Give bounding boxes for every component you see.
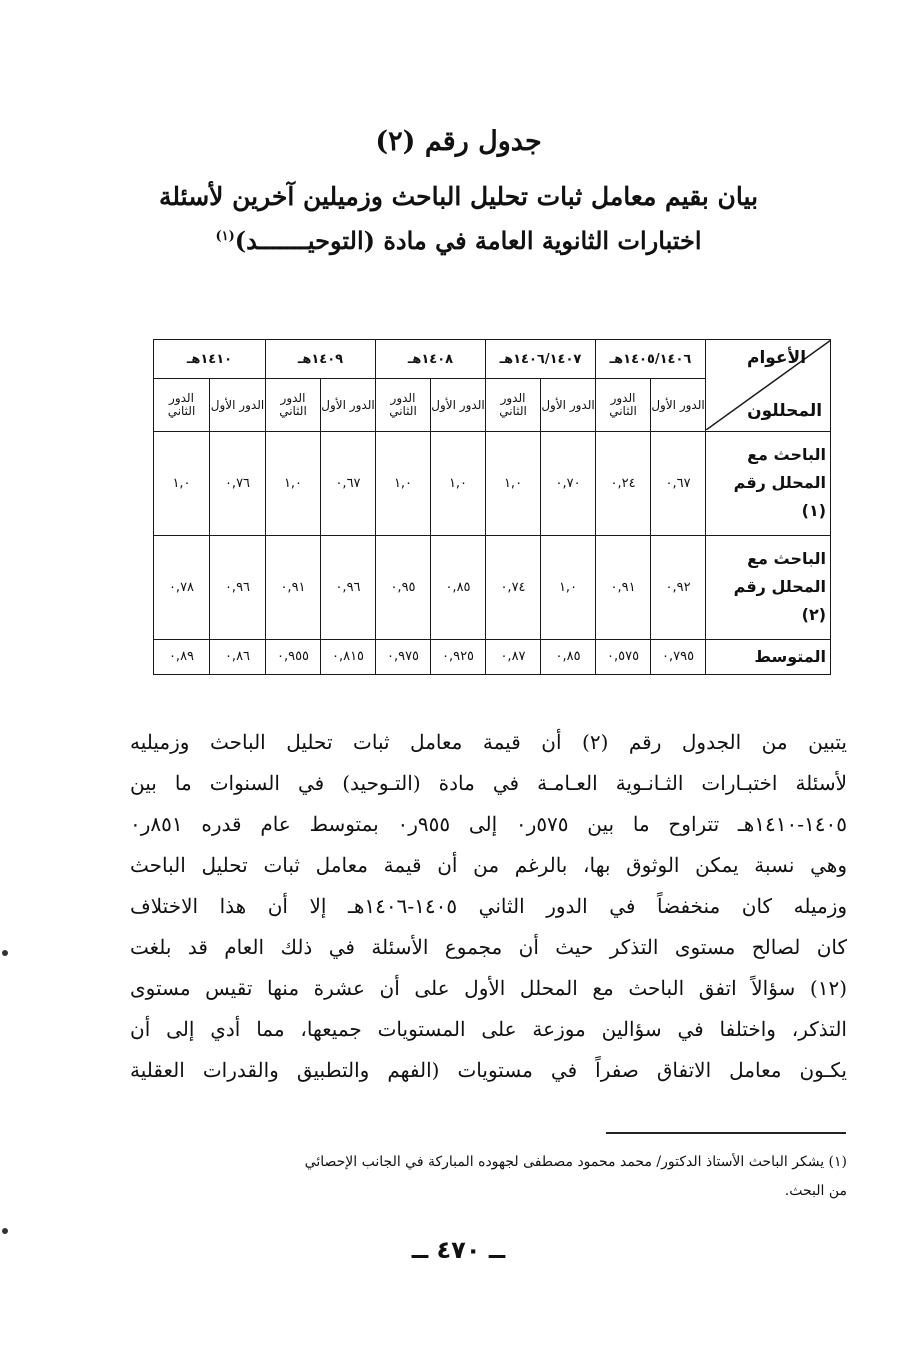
table-cell: ١,٠ bbox=[376, 432, 431, 536]
table-cell: ٠,٧٦ bbox=[210, 432, 266, 536]
body-line: كان لصالح مستوى التذكر حيث أن مجموع الأسئلة في ذلك العام قد بلغت bbox=[130, 935, 847, 959]
table-cell: ٠,٦٧ bbox=[651, 432, 706, 536]
table-cell: ٠,٩٧٥ bbox=[376, 639, 431, 674]
table-cell: ٠,٨٦ bbox=[210, 639, 266, 674]
round-header: الدور الثاني bbox=[486, 379, 541, 432]
body-line: التذكر، واختلفا في سؤالين موزعة على المستويات جميعها، مما أدي إلى أن bbox=[130, 1017, 847, 1041]
table-cell: ٠,٩٥٥ bbox=[266, 639, 321, 674]
footnote bbox=[130, 1148, 847, 1206]
table-title-line1: بيان بقيم معامل ثبات تحليل الباحث وزميلين آخرين لأسئلة bbox=[158, 182, 759, 211]
table-cell: ١,٠ bbox=[541, 535, 596, 639]
table-cell: ٠,٧٩٥ bbox=[651, 639, 706, 674]
table-cell: ٠,٩٥ bbox=[376, 535, 431, 639]
table-cell: ٠,٨٩ bbox=[154, 639, 210, 674]
round-header: الدور الأول bbox=[431, 379, 486, 432]
round-header: الدور الأول bbox=[541, 379, 596, 432]
year-header: ١٤٠٨هـ bbox=[376, 340, 486, 379]
table-number-heading: جدول رقم (٢) bbox=[375, 126, 542, 157]
table-cell: ٠,٨١٥ bbox=[321, 639, 376, 674]
scan-speck bbox=[2, 1228, 8, 1234]
reliability-table bbox=[153, 339, 831, 675]
corner-analysts-label: المحللون bbox=[747, 401, 823, 421]
table-cell: ١,٠ bbox=[431, 432, 486, 536]
table-cell: ٠,٦٧ bbox=[321, 432, 376, 536]
row-label: الباحث مع المحلل رقم (١) bbox=[706, 432, 831, 536]
round-header: الدور الثاني bbox=[154, 379, 210, 432]
year-header: ١٤٠٩هـ bbox=[266, 340, 376, 379]
body-line: وزميله كان منخفضاً في الدور الثاني ١٤٠٥-١٤٠٦هـ إلا أن هذا الاختلاف bbox=[130, 894, 847, 918]
table-cell: ٠,٩٦ bbox=[321, 535, 376, 639]
table-row bbox=[154, 639, 831, 674]
round-header: الدور الأول bbox=[210, 379, 266, 432]
table-cell: ٠,٩٢ bbox=[651, 535, 706, 639]
table-row bbox=[154, 432, 831, 536]
corner-years-label: الأعوام bbox=[746, 348, 807, 368]
footnote-line: من البحث. bbox=[784, 1183, 847, 1199]
body-line: (١٢) سؤالاً اتفق الباحث مع المحلل الأول على أن عشرة منها تقيس مستوى bbox=[130, 976, 847, 1000]
footnote-line: (١) يشكر الباحث الأستاذ الدكتور/ محمد محمود مصطفى لجهوده المباركة في الجانب الإحصائي bbox=[304, 1154, 847, 1170]
year-header: ١٤١٠هـ bbox=[154, 340, 266, 379]
table-cell: ١,٠ bbox=[154, 432, 210, 536]
body-line: يكـون معامل الاتفاق صفراً في مستويات (الفهم والتطبيق والقدرات العقلية bbox=[130, 1058, 847, 1082]
body-paragraph bbox=[130, 722, 847, 1091]
body-line: يتبين من الجدول رقم (٢) أن قيمة معامل ثبات تحليل الباحث وزميليه bbox=[130, 730, 847, 754]
body-line: وهي نسبة يمكن الوثوق بها، بالرغم من أن قيمة معامل ثبات تحليل الباحث bbox=[130, 853, 847, 877]
table-cell: ٠,٩٢٥ bbox=[431, 639, 486, 674]
body-line: ١٤٠٥-١٤١٠هـ تتراوح ما بين ٥٧٥ر٠ إلى ٩٥٥ر٠ بمتوسط عام قدره ٨٥١ر٠ bbox=[130, 812, 847, 836]
body-line: لأسئلة اختبـارات الثـانـوية العـامـة في مادة (التـوحيد) في السنوات ما بين bbox=[130, 771, 847, 795]
footnote-marker: (١) bbox=[215, 229, 235, 244]
round-header: الدور الأول bbox=[321, 379, 376, 432]
table-cell: ٠,٩١ bbox=[596, 535, 651, 639]
year-header: ١٤٠٦/١٤٠٧هـ bbox=[486, 340, 596, 379]
round-header: الدور الثاني bbox=[376, 379, 431, 432]
row-label: الباحث مع المحلل رقم (٢) bbox=[706, 535, 831, 639]
scan-speck bbox=[2, 950, 8, 956]
table-cell: ١,٠ bbox=[266, 432, 321, 536]
table-title-line2-text: اختبارات الثانوية العامة في مادة (التوحيـــــــد) bbox=[234, 226, 702, 255]
round-header: الدور الأول bbox=[651, 379, 706, 432]
table-row bbox=[154, 535, 831, 639]
row-label: المتوسط bbox=[706, 639, 831, 674]
table-cell: ٠,٧٠ bbox=[541, 432, 596, 536]
table-cell: ٠,٨٥ bbox=[541, 639, 596, 674]
table-cell: ٠,٧٨ bbox=[154, 535, 210, 639]
table-cell: ٠,٨٧ bbox=[486, 639, 541, 674]
table-cell: ٠,٢٤ bbox=[596, 432, 651, 536]
table-cell: ٠,٩١ bbox=[266, 535, 321, 639]
table-cell: ٠,٧٤ bbox=[486, 535, 541, 639]
year-header: ١٤٠٥/١٤٠٦هـ bbox=[596, 340, 706, 379]
table-cell: ٠,٥٧٥ bbox=[596, 639, 651, 674]
table-cell: ١,٠ bbox=[486, 432, 541, 536]
table-cell: ٠,٩٦ bbox=[210, 535, 266, 639]
round-header: الدور الثاني bbox=[596, 379, 651, 432]
table-cell: ٠,٨٥ bbox=[431, 535, 486, 639]
round-header: الدور الثاني bbox=[266, 379, 321, 432]
table-corner-cell bbox=[706, 340, 831, 432]
page-number: ــ ٤٧٠ ــ bbox=[411, 1236, 506, 1264]
table-title-line2 bbox=[0, 226, 917, 255]
footnote-divider bbox=[606, 1132, 846, 1134]
